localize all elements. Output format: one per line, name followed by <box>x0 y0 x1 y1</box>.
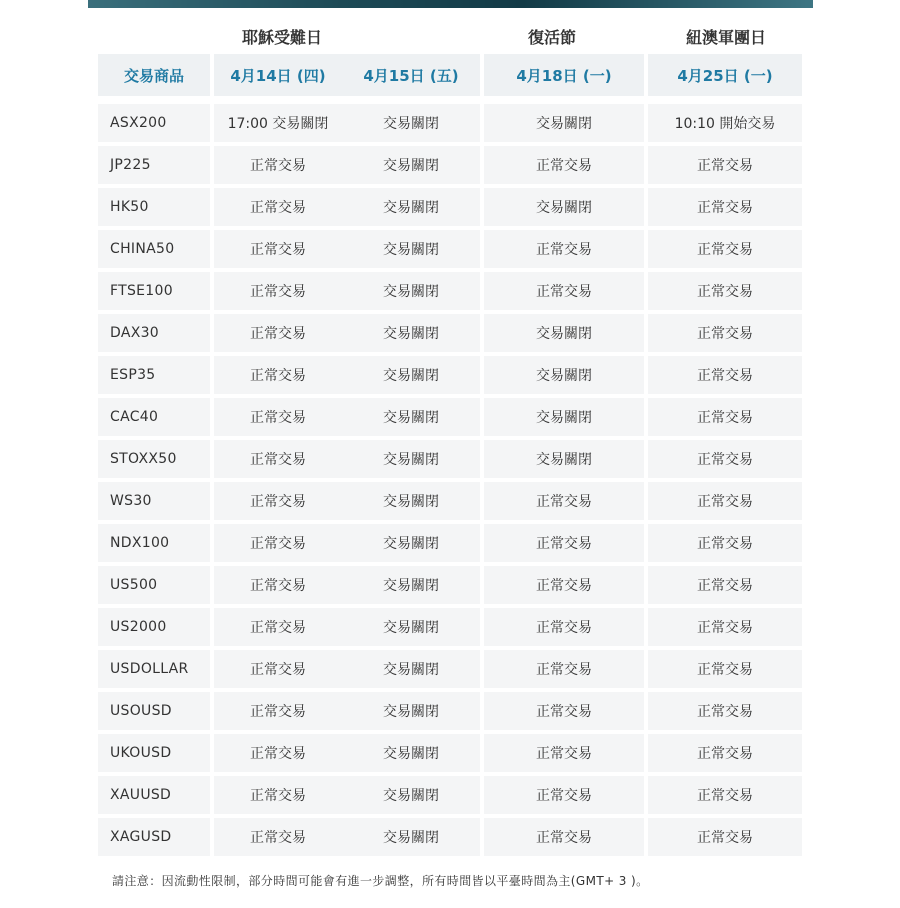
table-row <box>98 188 802 230</box>
apr14-status-cell: 正常交易 <box>210 440 342 482</box>
holiday-good-friday: 耶穌受難日 <box>241 28 322 47</box>
apr25-status-cell: 正常交易 <box>644 608 802 650</box>
product-cell: JP225 <box>98 146 210 188</box>
apr18-status-cell: 正常交易 <box>480 650 644 692</box>
product-cell: US500 <box>98 566 210 608</box>
apr15-status-cell: 交易關閉 <box>342 398 480 440</box>
apr15-status-cell: 交易關閉 <box>342 482 480 524</box>
product-cell: STOXX50 <box>98 440 210 482</box>
table-row <box>98 272 802 314</box>
apr18-status-cell: 正常交易 <box>480 146 644 188</box>
apr25-status-cell: 正常交易 <box>644 482 802 524</box>
apr18-status-cell: 交易關閉 <box>480 314 644 356</box>
table-row <box>98 734 802 776</box>
apr18-status-cell: 交易關閉 <box>480 104 644 146</box>
table-body <box>98 104 802 860</box>
apr18-status-cell: 正常交易 <box>480 524 644 566</box>
apr15-status-cell: 交易關閉 <box>342 356 480 398</box>
apr15-status-cell: 交易關閉 <box>342 566 480 608</box>
product-cell: USDOLLAR <box>98 650 210 692</box>
table-row <box>98 230 802 272</box>
table-row <box>98 524 802 566</box>
product-cell: XAGUSD <box>98 818 210 860</box>
table-row <box>98 650 802 692</box>
apr15-status-cell: 交易關閉 <box>342 692 480 734</box>
apr18-status-cell: 交易關閉 <box>480 356 644 398</box>
apr14-status-cell: 正常交易 <box>210 734 342 776</box>
table-row <box>98 440 802 482</box>
apr15-status-cell: 交易關閉 <box>342 650 480 692</box>
table-row <box>98 608 802 650</box>
header-date-apr18: 4月18日 (一) <box>480 54 644 104</box>
apr14-status-cell: 17:00 交易關閉 <box>210 104 342 146</box>
apr14-status-cell: 正常交易 <box>210 566 342 608</box>
top-accent-bar <box>88 0 813 8</box>
apr18-status-cell: 交易關閉 <box>480 440 644 482</box>
holiday-trading-schedule-table <box>98 54 802 860</box>
apr14-status-cell: 正常交易 <box>210 272 342 314</box>
apr18-status-cell: 交易關閉 <box>480 398 644 440</box>
table-row <box>98 818 802 860</box>
product-cell: CAC40 <box>98 398 210 440</box>
apr25-status-cell: 正常交易 <box>644 692 802 734</box>
product-cell: CHINA50 <box>98 230 210 272</box>
apr25-status-cell: 正常交易 <box>644 272 802 314</box>
apr18-status-cell: 正常交易 <box>480 692 644 734</box>
apr25-status-cell: 正常交易 <box>644 650 802 692</box>
apr18-status-cell: 正常交易 <box>480 818 644 860</box>
header-product: 交易商品 <box>98 54 210 104</box>
apr15-status-cell: 交易關閉 <box>342 608 480 650</box>
apr18-status-cell: 交易關閉 <box>480 188 644 230</box>
apr14-status-cell: 正常交易 <box>210 692 342 734</box>
apr25-status-cell: 正常交易 <box>644 776 802 818</box>
apr18-status-cell: 正常交易 <box>480 608 644 650</box>
apr14-status-cell: 正常交易 <box>210 650 342 692</box>
apr25-status-cell: 10:10 開始交易 <box>644 104 802 146</box>
apr25-status-cell: 正常交易 <box>644 398 802 440</box>
product-cell: NDX100 <box>98 524 210 566</box>
apr25-status-cell: 正常交易 <box>644 818 802 860</box>
product-cell: UKOUSD <box>98 734 210 776</box>
apr15-status-cell: 交易關閉 <box>342 314 480 356</box>
header-date-apr25: 4月25日 (一) <box>644 54 802 104</box>
apr14-status-cell: 正常交易 <box>210 356 342 398</box>
header-date-apr15: 4月15日 (五) <box>342 54 480 104</box>
product-cell: HK50 <box>98 188 210 230</box>
product-cell: FTSE100 <box>98 272 210 314</box>
table-row <box>98 692 802 734</box>
product-cell: ESP35 <box>98 356 210 398</box>
apr14-status-cell: 正常交易 <box>210 146 342 188</box>
apr14-status-cell: 正常交易 <box>210 314 342 356</box>
apr15-status-cell: 交易關閉 <box>342 146 480 188</box>
product-cell: USOUSD <box>98 692 210 734</box>
apr14-status-cell: 正常交易 <box>210 482 342 524</box>
product-cell: WS30 <box>98 482 210 524</box>
table-row <box>98 482 802 524</box>
product-cell: ASX200 <box>98 104 210 146</box>
apr15-status-cell: 交易關閉 <box>342 272 480 314</box>
header-date-apr14: 4月14日 (四) <box>210 54 342 104</box>
apr25-status-cell: 正常交易 <box>644 734 802 776</box>
apr15-status-cell: 交易關閉 <box>342 104 480 146</box>
table-header-row <box>98 54 802 104</box>
apr15-status-cell: 交易關閉 <box>342 440 480 482</box>
table-row <box>98 356 802 398</box>
apr18-status-cell: 正常交易 <box>480 272 644 314</box>
apr14-status-cell: 正常交易 <box>210 608 342 650</box>
holiday-easter: 復活節 <box>527 28 576 47</box>
apr25-status-cell: 正常交易 <box>644 230 802 272</box>
table-row <box>98 776 802 818</box>
apr25-status-cell: 正常交易 <box>644 440 802 482</box>
apr15-status-cell: 交易關閉 <box>342 734 480 776</box>
apr15-status-cell: 交易關閉 <box>342 230 480 272</box>
apr15-status-cell: 交易關閉 <box>342 524 480 566</box>
apr15-status-cell: 交易關閉 <box>342 818 480 860</box>
apr14-status-cell: 正常交易 <box>210 776 342 818</box>
apr25-status-cell: 正常交易 <box>644 356 802 398</box>
apr14-status-cell: 正常交易 <box>210 230 342 272</box>
apr18-status-cell: 正常交易 <box>480 776 644 818</box>
apr18-status-cell: 正常交易 <box>480 566 644 608</box>
apr14-status-cell: 正常交易 <box>210 524 342 566</box>
apr15-status-cell: 交易關閉 <box>342 188 480 230</box>
apr25-status-cell: 正常交易 <box>644 146 802 188</box>
table-row <box>98 146 802 188</box>
apr25-status-cell: 正常交易 <box>644 524 802 566</box>
table-row <box>98 398 802 440</box>
apr18-status-cell: 正常交易 <box>480 230 644 272</box>
apr18-status-cell: 正常交易 <box>480 482 644 524</box>
table-row <box>98 314 802 356</box>
table-row <box>98 566 802 608</box>
apr14-status-cell: 正常交易 <box>210 188 342 230</box>
apr25-status-cell: 正常交易 <box>644 314 802 356</box>
table-row <box>98 104 802 146</box>
apr15-status-cell: 交易關閉 <box>342 776 480 818</box>
product-cell: US2000 <box>98 608 210 650</box>
apr18-status-cell: 正常交易 <box>480 734 644 776</box>
product-cell: DAX30 <box>98 314 210 356</box>
product-cell: XAUUSD <box>98 776 210 818</box>
apr25-status-cell: 正常交易 <box>644 566 802 608</box>
apr25-status-cell: 正常交易 <box>644 188 802 230</box>
holiday-anzac-day: 紐澳軍團日 <box>685 28 766 47</box>
apr14-status-cell: 正常交易 <box>210 398 342 440</box>
footnote: 請注意：因流動性限制，部分時間可能會有進一步調整，所有時間皆以平臺時間為主(GMT+ 3 )。 <box>112 874 649 888</box>
holiday-header-row <box>98 24 802 52</box>
apr14-status-cell: 正常交易 <box>210 818 342 860</box>
